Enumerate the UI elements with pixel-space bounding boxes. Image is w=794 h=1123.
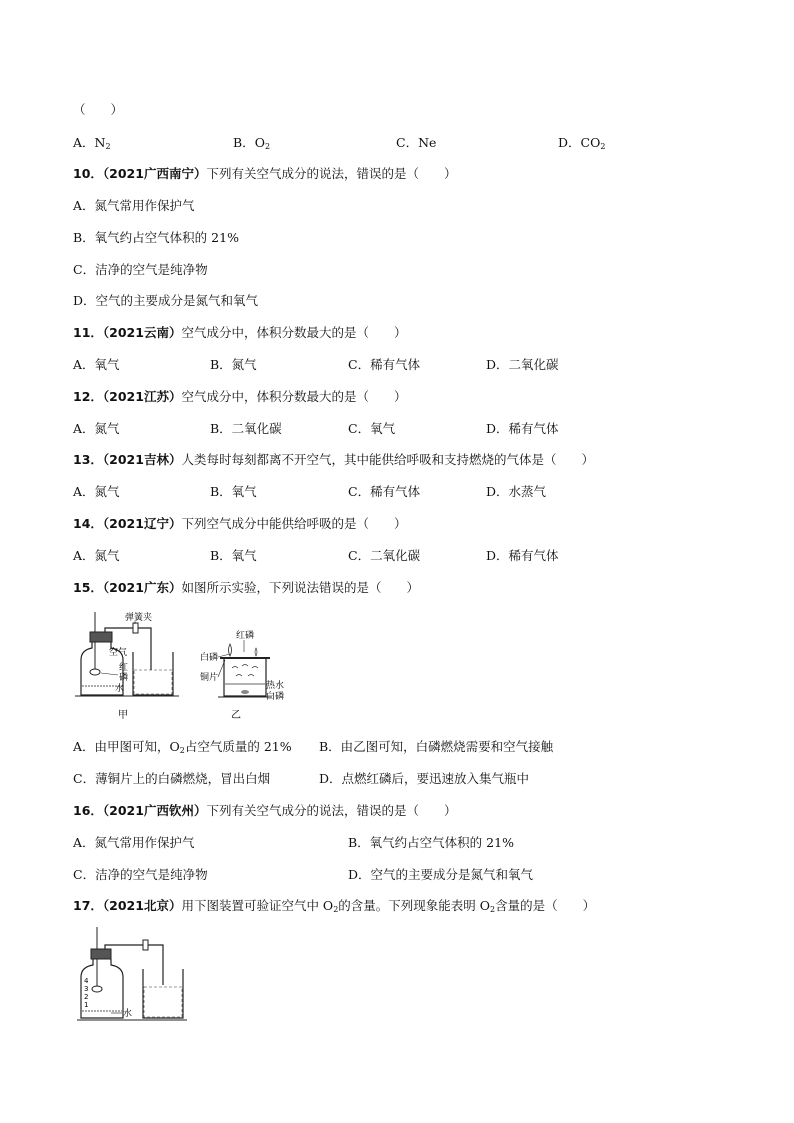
q9-option-c[interactable] bbox=[396, 134, 436, 152]
jia-caption: 甲 bbox=[118, 710, 128, 721]
q16-option-a[interactable]: A．氮气常用作保护气 bbox=[73, 835, 195, 850]
q11-option-a[interactable]: A．氧气 bbox=[73, 357, 120, 372]
q15-option-b[interactable]: B．由乙图可知，白磷燃烧需要和空气接触 bbox=[319, 739, 554, 754]
q15-figure-jia bbox=[73, 610, 183, 725]
yi-flame-left bbox=[229, 644, 232, 656]
q11-option-c[interactable]: C．稀有气体 bbox=[348, 357, 421, 372]
q16-option-b[interactable]: B．氧气约占空气体积的 21% bbox=[348, 835, 514, 850]
q17-source: （2021北京） bbox=[102, 898, 182, 913]
q9-option-b[interactable] bbox=[233, 134, 270, 156]
q14-option-b[interactable]: B．氧气 bbox=[210, 548, 257, 563]
q10-option-b[interactable]: B．氧气约占空气体积的 21% bbox=[73, 230, 239, 245]
yi-white-p-label: 白磷 bbox=[200, 653, 219, 663]
q14-option-d[interactable]: D．稀有气体 bbox=[486, 548, 559, 563]
yi-red-p-label: 红磷 bbox=[236, 631, 255, 641]
q15-stem bbox=[73, 579, 419, 597]
q16-number: 16． bbox=[73, 803, 103, 818]
q17-text-mid: 的含量。下列现象能表明 O bbox=[338, 898, 491, 913]
q14-option-a[interactable]: A．氮气 bbox=[73, 548, 120, 563]
q15-option-a-post: 占空气质量的 21% bbox=[184, 739, 292, 754]
jia-beaker-water bbox=[134, 670, 172, 694]
jia-clamp bbox=[133, 623, 138, 633]
q9-option-a-letter: A． bbox=[73, 135, 95, 150]
q17-text-pre: 用下图装置可验证空气中 O bbox=[181, 898, 334, 913]
q9-option-d-letter: D． bbox=[558, 135, 581, 150]
q9-option-a-sub: 2 bbox=[105, 142, 111, 151]
q9-option-d[interactable] bbox=[558, 134, 605, 156]
q11-option-b[interactable]: B．氮气 bbox=[210, 357, 257, 372]
q10-source: （2021广西南宁） bbox=[102, 166, 207, 181]
q9-option-c-letter: C． bbox=[396, 135, 419, 150]
q15-text: 如图所示实验，下列说法错误的是（ ） bbox=[181, 580, 419, 595]
q17-beaker-water bbox=[144, 987, 182, 1017]
q12-option-a[interactable]: A．氮气 bbox=[73, 421, 120, 436]
yi-hot-water-label: 热水 bbox=[266, 681, 285, 691]
yi-white-p2-label: 白磷 bbox=[266, 692, 285, 702]
q17-figure bbox=[75, 925, 190, 1025]
q11-source: （2021云南） bbox=[102, 325, 182, 340]
q13-option-a[interactable]: A．氮气 bbox=[73, 484, 120, 499]
q12-option-c[interactable]: C．氧气 bbox=[348, 421, 396, 436]
q9-paren: （ ） bbox=[73, 102, 124, 117]
q14-option-c[interactable]: C．二氧化碳 bbox=[348, 548, 421, 563]
q15-option-d[interactable]: D．点燃红磷后，要迅速放入集气瓶中 bbox=[319, 771, 530, 786]
q17-stopper bbox=[91, 949, 111, 959]
q13-option-b[interactable]: B．氧气 bbox=[210, 484, 257, 499]
q11-stem bbox=[73, 324, 406, 342]
q15-source: （2021广东） bbox=[102, 580, 182, 595]
q9-option-b-sub: 2 bbox=[264, 142, 271, 151]
jia-lin-label: 磷 bbox=[119, 673, 129, 683]
yi-white-p-pointer bbox=[218, 654, 230, 657]
jia-air-label: 空气 bbox=[109, 648, 128, 658]
q14-number: 14． bbox=[73, 516, 103, 531]
q16-text: 下列有关空气成分的说法，错误的是（ ） bbox=[206, 803, 457, 818]
jia-beaker bbox=[133, 652, 173, 695]
q16-stem bbox=[73, 802, 456, 820]
q10-stem bbox=[73, 165, 456, 183]
jia-stopper bbox=[90, 632, 112, 642]
q12-stem bbox=[73, 388, 406, 406]
q17-scale-1: 1 bbox=[84, 1001, 89, 1009]
q13-number: 13． bbox=[73, 452, 103, 467]
q10-option-c[interactable]: C．洁净的空气是纯净物 bbox=[73, 262, 208, 277]
q16-source: （2021广西钦州） bbox=[102, 803, 207, 818]
q17-spoon bbox=[92, 986, 102, 992]
q14-text: 下列空气成分中能供给呼吸的是（ ） bbox=[181, 516, 407, 531]
jia-hong-label: 红 bbox=[119, 663, 129, 673]
yi-copper-label: 铜片 bbox=[200, 673, 219, 683]
q15-option-a-pre: A．由甲图可知，O bbox=[73, 739, 180, 754]
jia-pointer-lin bbox=[101, 673, 118, 675]
yi-flame-right bbox=[255, 648, 257, 656]
jia-clamp-label: 弹簧夹 bbox=[125, 613, 153, 623]
q17-scale-2: 2 bbox=[84, 993, 89, 1001]
yi-steam bbox=[232, 665, 258, 677]
q16-option-c[interactable]: C．洁净的空气是纯净物 bbox=[73, 867, 208, 882]
q14-stem bbox=[73, 515, 406, 533]
q11-text: 空气成分中，体积分数最大的是（ ） bbox=[181, 325, 407, 340]
q15-option-a-sub: 2 bbox=[179, 746, 185, 755]
q10-option-a[interactable]: A．氮气常用作保护气 bbox=[73, 198, 195, 213]
q12-source: （2021江苏） bbox=[102, 389, 182, 404]
q10-number: 10． bbox=[73, 166, 103, 181]
q11-option-d[interactable]: D．二氧化碳 bbox=[486, 357, 559, 372]
yi-caption: 乙 bbox=[231, 710, 241, 721]
q12-option-d[interactable]: D．稀有气体 bbox=[486, 421, 559, 436]
q17-text-post: 含量的是（ ） bbox=[495, 898, 596, 913]
q17-clamp bbox=[143, 940, 148, 950]
yi-white-p-underwater bbox=[241, 690, 249, 694]
q17-scale-3: 3 bbox=[84, 985, 89, 993]
q10-text: 下列有关空气成分的说法，错误的是（ ） bbox=[206, 166, 457, 181]
q9-option-d-text: CO bbox=[580, 135, 601, 150]
q9-option-d-sub: 2 bbox=[600, 142, 606, 151]
q17-stem bbox=[73, 897, 595, 919]
q12-number: 12． bbox=[73, 389, 103, 404]
q10-option-d[interactable]: D．空气的主要成分是氮气和氧气 bbox=[73, 293, 259, 308]
q17-text-sub: 2 bbox=[333, 905, 339, 914]
q9-option-a[interactable] bbox=[73, 134, 111, 156]
q15-figure-yi bbox=[198, 628, 298, 724]
q13-stem bbox=[73, 451, 594, 469]
q12-text: 空气成分中，体积分数最大的是（ ） bbox=[181, 389, 407, 404]
q15-option-c[interactable]: C．薄铜片上的白磷燃烧，冒出白烟 bbox=[73, 771, 271, 786]
q17-number: 17． bbox=[73, 898, 103, 913]
q9-option-a-text: N bbox=[94, 135, 106, 150]
q9-option-c-text: Ne bbox=[418, 135, 437, 150]
q13-option-c[interactable]: C．稀有气体 bbox=[348, 484, 421, 499]
q17-text-sub2: 2 bbox=[490, 905, 496, 914]
q13-option-d[interactable]: D．水蒸气 bbox=[486, 484, 547, 499]
q13-source: （2021吉林） bbox=[102, 452, 182, 467]
q13-text: 人类每时每刻都离不开空气，其中能供给呼吸和支持燃烧的气体是（ ） bbox=[181, 452, 594, 467]
q9-option-b-letter: B． bbox=[233, 135, 255, 150]
q17-water-label: 水 bbox=[123, 1009, 133, 1019]
q9-option-b-text: O bbox=[254, 135, 265, 150]
q17-scale-4: 4 bbox=[84, 977, 89, 985]
q11-number: 11． bbox=[73, 325, 103, 340]
q14-source: （2021辽宁） bbox=[102, 516, 182, 531]
q16-option-d[interactable]: D．空气的主要成分是氮气和氧气 bbox=[348, 867, 534, 882]
q12-option-b[interactable]: B．二氧化碳 bbox=[210, 421, 282, 436]
q15-option-a[interactable] bbox=[73, 738, 292, 760]
jia-spoon bbox=[90, 669, 100, 675]
jia-water-label: 水 bbox=[115, 684, 125, 694]
q15-number: 15． bbox=[73, 580, 103, 595]
